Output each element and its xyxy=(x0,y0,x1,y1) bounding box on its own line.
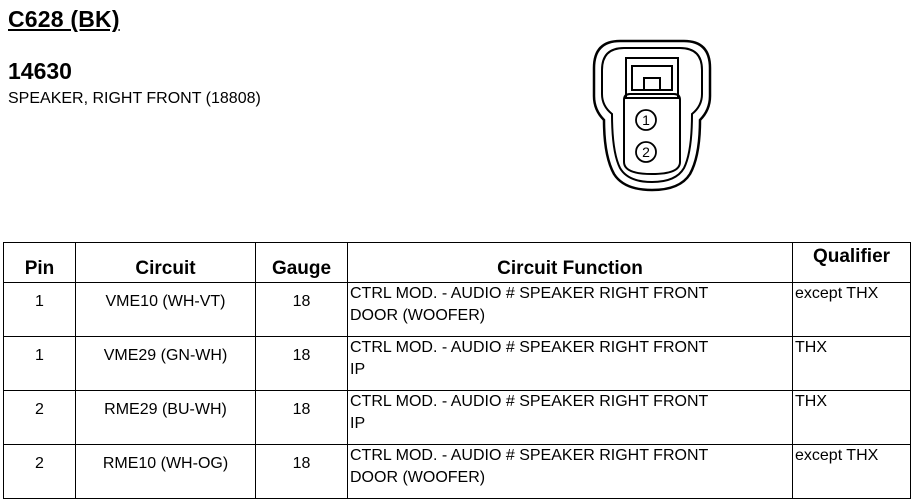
gauge-cell: 18 xyxy=(256,337,348,391)
connector-description: SPEAKER, RIGHT FRONT (18808) xyxy=(8,90,261,107)
table-row xyxy=(4,283,911,337)
table-row xyxy=(4,337,911,391)
header-circuit: Circuit xyxy=(76,243,256,283)
connector-face-diagram xyxy=(590,38,714,192)
circuit-function-cell xyxy=(348,283,793,337)
function-line-1: CTRL MOD. - AUDIO # SPEAKER RIGHT FRONT xyxy=(350,285,709,302)
circuit-function-cell xyxy=(348,445,793,499)
pin-cell: 1 xyxy=(4,283,76,337)
part-number: 14630 xyxy=(8,58,72,84)
qualifier-cell: except THX xyxy=(793,445,911,499)
qualifier-cell: THX xyxy=(793,337,911,391)
circuit-cell: RME10 (WH-OG) xyxy=(76,445,256,499)
pin-cell: 2 xyxy=(4,445,76,499)
qualifier-cell: THX xyxy=(793,391,911,445)
pin-cell: 2 xyxy=(4,391,76,445)
table-header-row xyxy=(4,243,911,283)
pinout-table xyxy=(3,242,911,499)
connector-id: C628 (BK) xyxy=(8,6,120,32)
header-gauge: Gauge xyxy=(256,243,348,283)
header-qualifier: Qualifier xyxy=(793,243,911,283)
gauge-cell: 18 xyxy=(256,283,348,337)
qualifier-cell: except THX xyxy=(793,283,911,337)
gauge-cell: 18 xyxy=(256,445,348,499)
circuit-cell: VME10 (WH-VT) xyxy=(76,283,256,337)
header-pin: Pin xyxy=(4,243,76,283)
function-line-1: CTRL MOD. - AUDIO # SPEAKER RIGHT FRONT xyxy=(350,393,709,410)
function-line-2: IP xyxy=(350,415,366,432)
pin-2-label: 2 xyxy=(642,144,650,160)
pin-cavity-body xyxy=(624,94,680,174)
latch-notch xyxy=(644,78,660,90)
function-line-1: CTRL MOD. - AUDIO # SPEAKER RIGHT FRONT xyxy=(350,447,709,464)
function-line-2: IP xyxy=(350,361,366,378)
connector-inner-shell xyxy=(602,48,702,182)
function-line-2: DOOR (WOOFER) xyxy=(350,469,486,486)
function-line-2: DOOR (WOOFER) xyxy=(350,307,486,324)
header-circuit-function: Circuit Function xyxy=(348,243,793,283)
circuit-function-cell xyxy=(348,391,793,445)
gauge-cell: 18 xyxy=(256,391,348,445)
table-row xyxy=(4,445,911,499)
pin-cell: 1 xyxy=(4,337,76,391)
circuit-cell: RME29 (BU-WH) xyxy=(76,391,256,445)
pin-1-label: 1 xyxy=(642,112,650,128)
function-line-1: CTRL MOD. - AUDIO # SPEAKER RIGHT FRONT xyxy=(350,339,709,356)
circuit-cell: VME29 (GN-WH) xyxy=(76,337,256,391)
circuit-function-cell xyxy=(348,337,793,391)
table-row xyxy=(4,391,911,445)
